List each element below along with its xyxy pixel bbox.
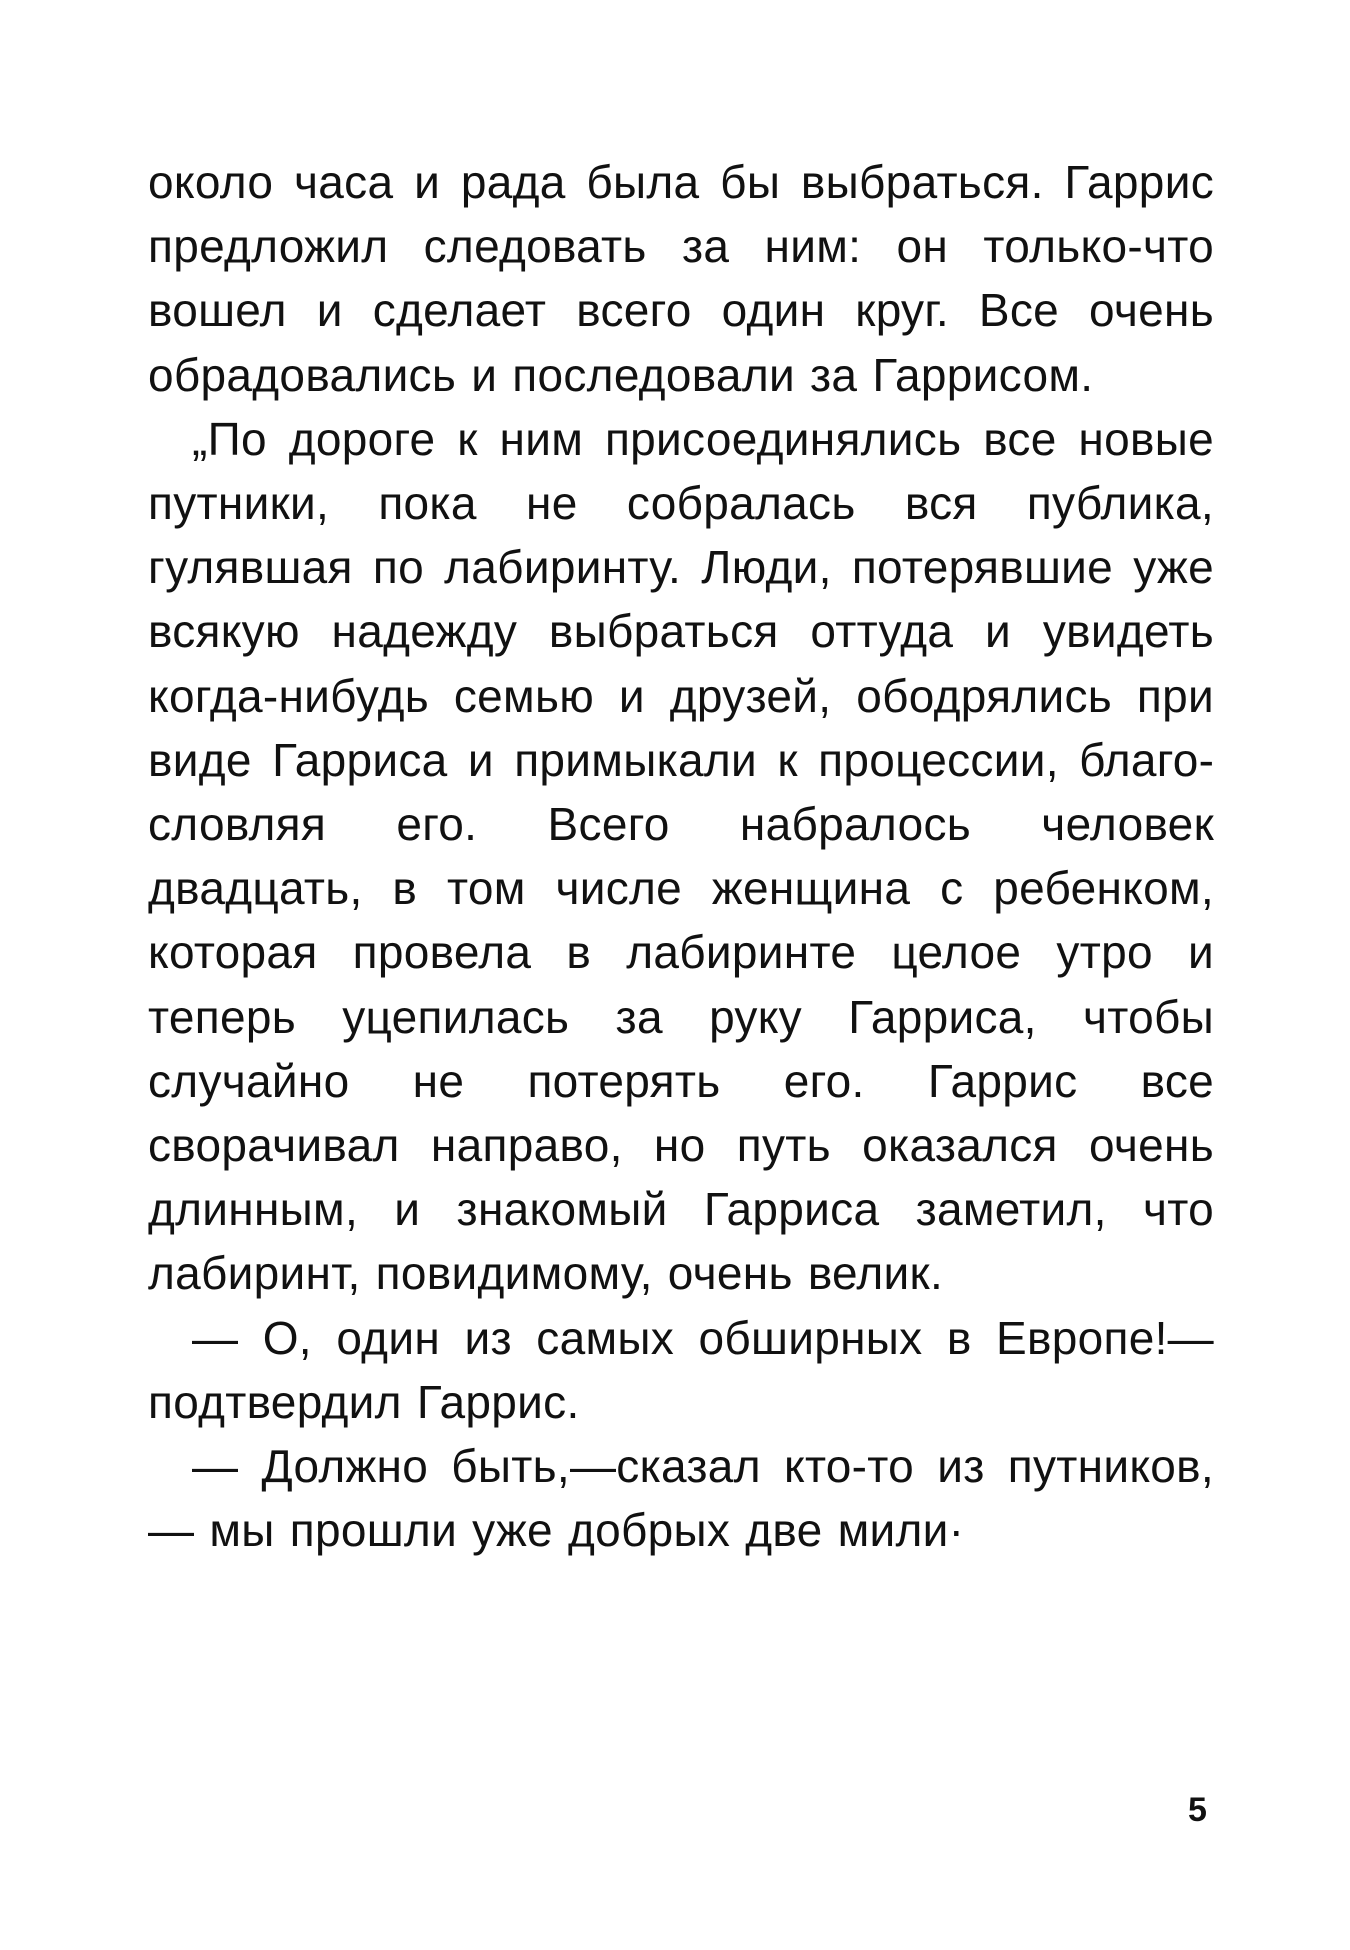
page-number: 5 bbox=[1188, 1791, 1207, 1829]
paragraph-2: „По дороге к ним присоединялись все новые путники, пока не собралась вся публика, гулявшая по лабиринту. Люди, потерявшие уже всякую надежду выбраться оттуда и увидеть когда-нибудь семью и друзей, ободрялись при виде Гарриса и примыкали к процессии, благословляя его. Всего набралось человек двадцать, в том числе женщина с ребенком, которая провела в лабиринте целое утро и теперь уцепилась за руку Гарриса, чтобы случайно не потерять его. Гаррис все сворачивал направо, но путь оказался очень длинным, и знакомый Гарриса заметил, что лабиринт, повидимому, очень велик. bbox=[148, 412, 1214, 1300]
paragraph-1: около часа и рада была бы выбраться. Гаррис предложил следовать за ним: он только-что вошел и сделает всего один круг. Все очень обрадовались и последовали за Гаррисом. bbox=[148, 156, 1214, 401]
paragraph-4: — Должно быть,—сказал кто-то из путников, — мы прошли уже добрых две мили· bbox=[148, 1440, 1214, 1557]
paragraph-3: — О, один из самых обширных в Европе!—подтвердил Гаррис. bbox=[148, 1311, 1214, 1428]
page-text bbox=[148, 150, 1214, 1562]
